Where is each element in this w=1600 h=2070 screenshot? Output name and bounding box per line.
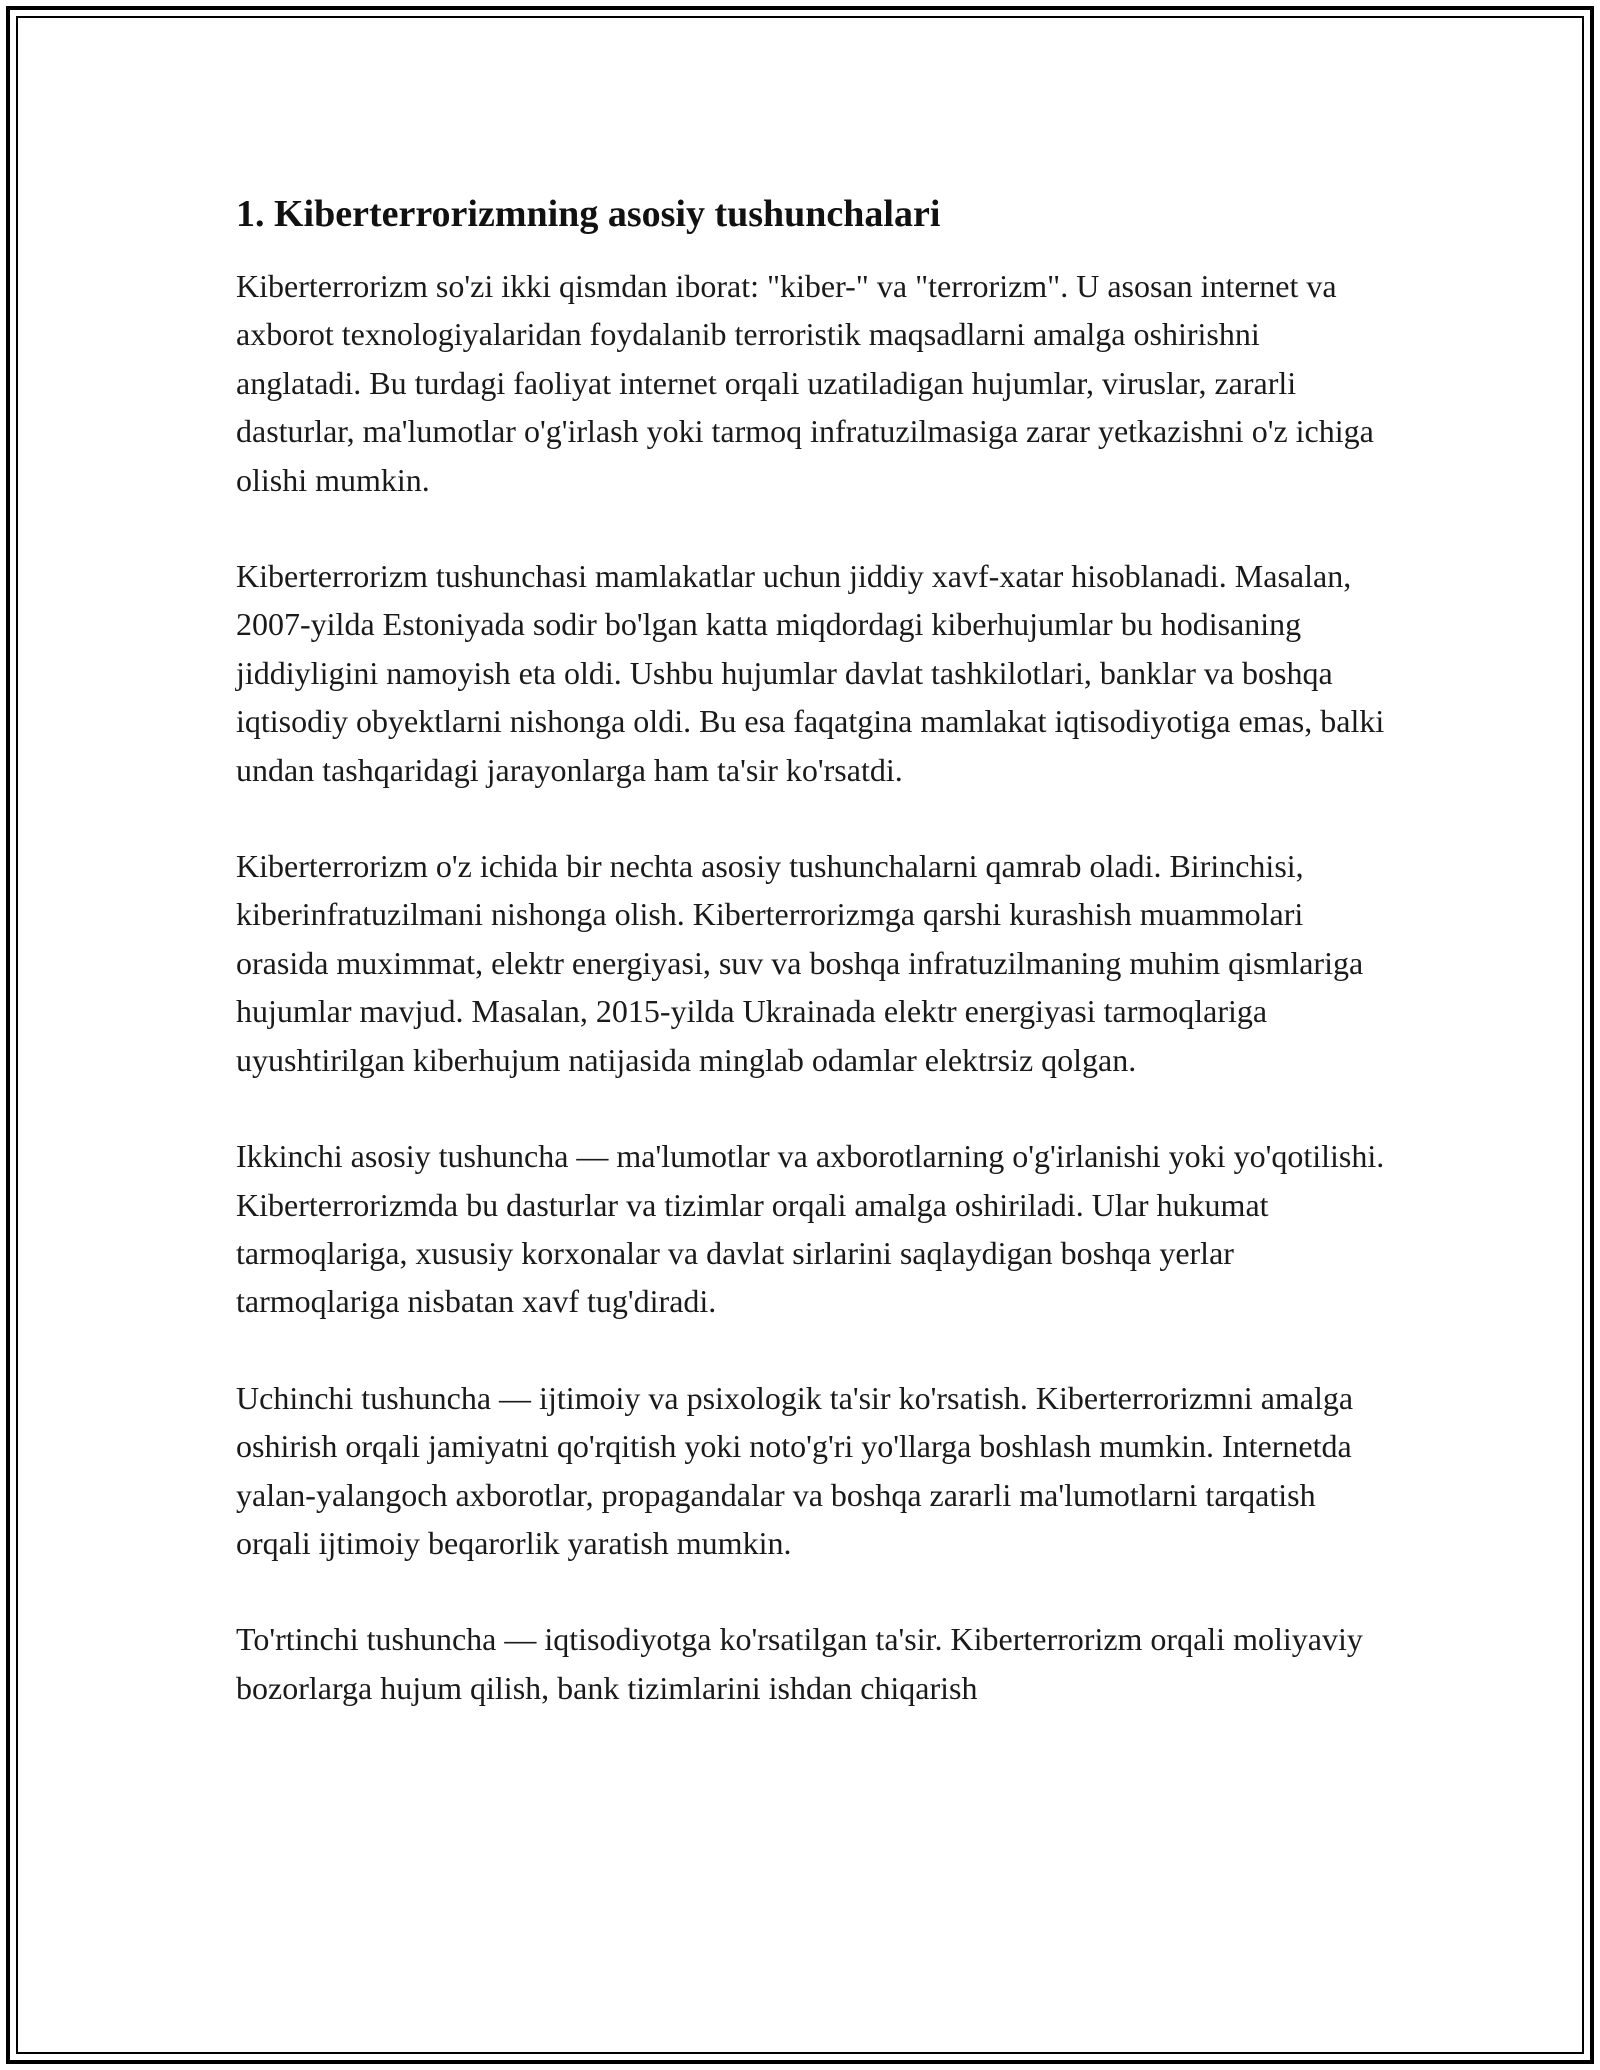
paragraph-estonia-example: Kiberterrorizm tushunchasi mamlakatlar uchun jiddiy xavf-xatar hisoblanadi. Masalan, 2007-yilda Estoniyada sodir bo'lgan katta miqdordagi kiberhujumlar bu hodisaning jiddiyligini namoyish eta oldi. Ushbu hujumlar davlat tashkilotlari, banklar va boshqa iqtisodiy obyektlarni nishonga oldi. Bu esa faqatgina mamlakat iqtisodiyotiga emas, balki undan tashqaridagi jarayonlarga ham ta'sir ko'rsatdi.	[236, 558, 1385, 788]
paragraph-economic-impact: To'rtinchi tushuncha — iqtisodiyotga ko'rsatilgan ta'sir. Kiberterrorizm orqali moliyaviy bozorlarga hujum qilish, bank tizimlarini ishdan chiqarish	[236, 1621, 1363, 1706]
paragraph-social-impact: Uchinchi tushuncha — ijtimoiy va psixologik ta'sir ko'rsatish. Kiberterrorizmni amalga oshirish orqali jamiyatni qo'rqitish yoki noto'g'ri yo'llarga boshlash mumkin. Internetda yalan-yalangoch axborotlar, propagandalar va boshqa zararli ma'lumotlarni tarqatish orqali ijtimoiy beqarorlik yaratish mumkin.	[236, 1379, 1354, 1561]
document-body	[236, 188, 1386, 1760]
paragraph-definition: Kiberterrorizm so'zi ikki qismdan iborat: "kiber-" va "terrorizm". U asosan internet va axborot texnologiyalaridan foydalanib terroristik maqsadlarni amalga oshirishni anglatadi. Bu turdagi faoliyat internet orqali uzatiladigan hujumlar, viruslar, zararli dasturlar, ma'lumotlar o'g'irlash yoki tarmoq infratuzilmasiga zarar yetkazishni o'z ichiga olishi mumkin.	[236, 268, 1374, 498]
paragraph-infrastructure: Kiberterrorizm o'z ichida bir nechta asosiy tushunchalarni qamrab oladi. Birinchisi, kiberinfratuzilmani nishonga olish. Kiberterrorizmga qarshi kurashish muammolari orasida muximmat, elektr energiyasi, suv va boshqa infratuzilmaning muhim qismlariga hujumlar mavjud. Masalan, 2015-yilda Ukrainada elektr energiyasi tarmoqlariga uyushtirilgan kiberhujum natijasida minglab odamlar elektrsiz qolgan.	[236, 848, 1364, 1078]
paragraph-data-theft: Ikkinchi asosiy tushuncha — ma'lumotlar va axborotlarning o'g'irlanishi yoki yo'qotilishi. Kiberterrorizmda bu dasturlar va tizimlar orqali amalga oshiriladi. Ular hukumat tarmoqlariga, xususiy korxonalar va davlat sirlarini saqlaydigan boshqa yerlar tarmoqlariga nisbatan xavf tug'diradi.	[236, 1138, 1385, 1320]
section-heading: 1. Kiberterrorizmning asosiy tushunchalari	[236, 193, 941, 235]
